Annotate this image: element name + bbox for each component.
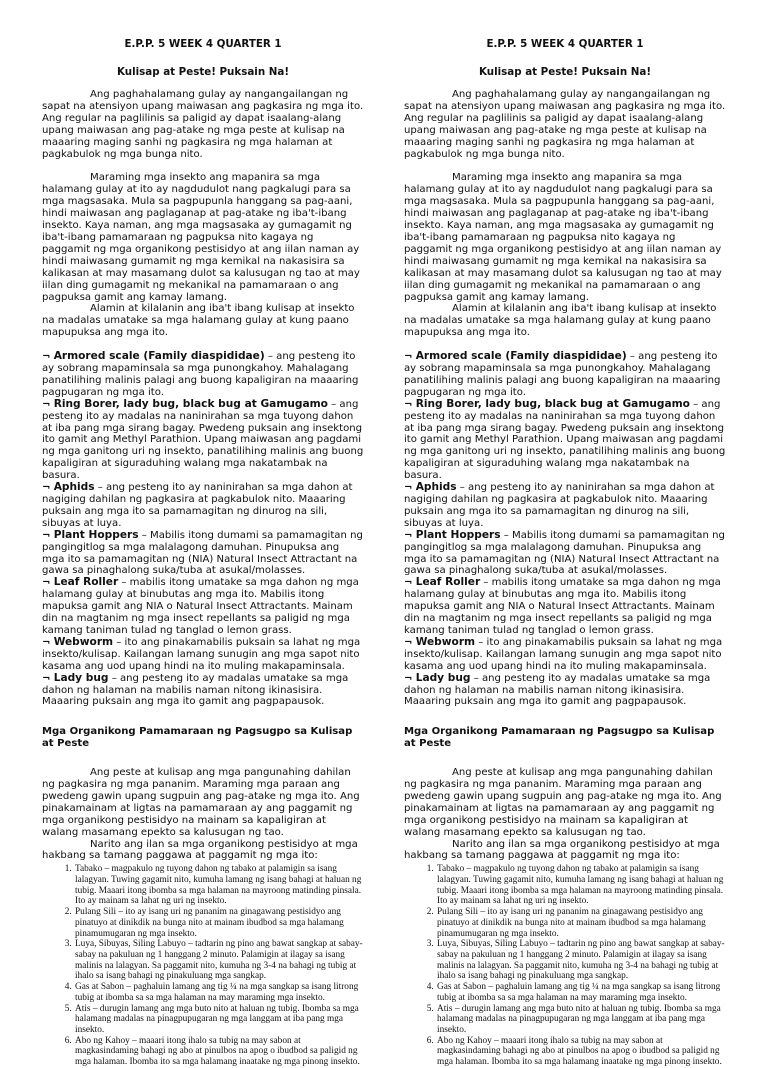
bullet-mark: ¬ — [42, 636, 51, 648]
pest-description: – ang pesteng ito ay naninirahan sa mga dahon at nagiging dahilan ng pagkasira at pagkabulok nito. Maaaring puksain ang mga ito sa pamamagitan ng dinurog na sili, sibuyas at luya. — [42, 482, 353, 529]
doc-title: E.P.P. 5 WEEK 4 QUARTER 1 — [124, 38, 282, 50]
right-column — [404, 38, 726, 1068]
pest-name: Leaf Roller — [53, 576, 119, 589]
pest-description: – ang pesteng ito ay madalas na naninirahan sa mga tuyong dahon at iba pang mga sirang bagay. Pwedeng puksain ang insektong ito gamit ang Methyl Parathion. Upang maiwasan ang pagdami ng mga ganitong uri ng insekto, panatilihing malinis ang buong kapaligiran at siguraduhing walang mga nakatambak na basura. — [42, 398, 364, 482]
pest-description: – ang pesteng ito ay sobrang mapaminsala sa mga punongkahoy. Mahalagang panatilihing malinis palagi ang buong kapaligiran na maaaring pagpugaran ng mga ito. — [404, 351, 721, 398]
bullet-mark: ¬ — [42, 529, 51, 541]
pest-description: – mabilis itong umatake sa mga dahon ng mga halamang gulay at binubutas ang mga ito. Mabilis itong mapuksa gamit ang NIA o Natural Insect Attractants. Mainam din na magtanim ng mga insect repellants sa paligid ng mga kamang taniman tulad ng tanglad o lemon grass. — [42, 577, 359, 636]
pest-name: Plant Hoppers — [53, 528, 139, 541]
methods-list — [42, 864, 364, 1067]
pest-description: – ang pesteng ito ay madalas na naninirahan sa mga tuyong dahon at iba pang mga sirang bagay. Pwedeng puksain ang insektong ito gamit ang Methyl Parathion. Upang maiwasan ang pagdami ng mga ganitong uri ng insekto, panatilihing malinis ang buong kapaligiran at siguraduhing walang mga nakatambak na basura. — [404, 398, 726, 482]
left-column — [42, 38, 364, 1068]
method-item: 2. Pulang Sili – ito ay isang uri ng pananim na ginagawang pestisidyo ang pinatuyo at dinikdik na bunga nito at mainam ibudbod sa mga halamang pinamumugaran ng mga insekto. — [74, 907, 364, 939]
pest-name: Aphids — [415, 481, 457, 494]
method-item: 3. Luya, Sibuyas, Siling Labuyo – tadtarin ng pino ang bawat sangkap at sabay-sabay na pakuluan ng 1 hanggang 2 minuto. Palamigin at ilagay sa isang malinis na lalagyan. Sa paggamit nito, kumuha ng 3-4 na bahagi ng tubig at ihalo sa isang bahagi ng pinakuluang mga sangkap. — [74, 939, 364, 982]
method-item: 6. Abo ng Kahoy – maaari itong ihalo sa tubig na may sabon at magkasindaming bahagi ng abo at pinulbos na apog o ibudbod sa paligid ng mga halaman. Ibomba ito sa mga halamang inaatake ng mga pinong insekto. — [436, 1036, 726, 1068]
pest-item — [404, 577, 726, 637]
pest-list — [404, 351, 726, 708]
pest-description: – ang pesteng ito ay sobrang mapaminsala sa mga punongkahoy. Mahalagang panatilihing malinis palagi ang buong kapaligiran na maaaring pagpugaran ng mga ito. — [42, 351, 359, 398]
bullet-mark: ¬ — [42, 672, 51, 684]
pest-description: – ang pesteng ito ay madalas umatake sa mga dahon ng halaman na mabilis naman nitong ikinasisira. Maaaring puksain ang mga ito gamit ang pagpapausok. — [42, 672, 349, 708]
bullet-mark: ¬ — [404, 482, 413, 494]
pest-name: Ring Borer, lady bug, black bug at Gamugamo — [415, 397, 690, 410]
bullet-mark: ¬ — [42, 577, 51, 589]
pest-name: Armored scale (Family diaspididae) — [415, 350, 627, 363]
bullet-mark: ¬ — [404, 577, 413, 589]
section-paragraph-1: Ang peste at kulisap ang mga pangunahing dahilan ng pagkasira ng mga pananim. Maraming mga paraan ang pwedeng gawin upang sugpuin ang pag-atake ng mga ito. Ang pinakamainam at ligtas na pamamaraan ay ang paggamit ng mga organikong pestisidyo na mainam sa kapaligiran at walang masamang epekto sa kalusugan ng tao. — [42, 767, 360, 838]
method-item: 1. Tabako – magpakulo ng tuyong dahon ng tabako at palamigin sa isang lalagyan. Tuwing gagamit nito, kumuha lamang ng isang bahagi at haluan ng tubig. Maaari itong ibomba sa mga halaman na mayroong matinding pinsala. Ito ay mainam sa lahat ng uri ng insekto. — [436, 864, 726, 907]
bullet-mark: ¬ — [42, 482, 51, 494]
doc-subtitle: Kulisap at Peste! Puksain Na! — [116, 66, 290, 78]
pest-item — [404, 351, 726, 399]
intro-paragraph-1: Ang paghahalamang gulay ay nangangailangan ng sapat na atensiyon upang maiwasan ang pagkasira ng mga ito. Ang regular na paglilinis sa paligid ay dapat isaalang-alang upang maiwasan ang pag-atake ng mga peste at kulisap na maaaring maging sanhi ng pagkasira ng mga halaman at pagkabulok ng mga bunga nito. — [42, 89, 364, 160]
pest-item — [404, 482, 726, 530]
pest-name: Webworm — [53, 635, 114, 648]
pest-description: – ang pesteng ito ay madalas umatake sa mga dahon ng halaman na mabilis naman nitong ikinasisira. Maaaring puksain ang mga ito gamit ang pagpapausok. — [404, 672, 711, 708]
method-item: 5. Atis – durugin lamang ang mga buto nito at haluan ng tubig. Ibomba sa mga halamang madalas na pinagpupugaran ng mga langgam at iba pang mga insekto. — [74, 1004, 364, 1036]
intro-paragraph-1: Ang paghahalamang gulay ay nangangailangan ng sapat na atensiyon upang maiwasan ang pagkasira ng mga ito. Ang regular na paglilinis sa paligid ay dapat isaalang-alang upang maiwasan ang pag-atake ng mga peste at kulisap na maaaring maging sanhi ng pagkasira ng mga halaman at pagkabulok ng mga bunga nito. — [404, 89, 726, 160]
bullet-mark: ¬ — [404, 351, 413, 363]
pest-name: Lady bug — [415, 671, 471, 684]
pest-item — [42, 637, 364, 673]
method-item: 3. Luya, Sibuyas, Siling Labuyo – tadtarin ng pino ang bawat sangkap at sabay-sabay na pakuluan ng 1 hanggang 2 minuto. Palamigin at ilagay sa isang malinis na lalagyan. Sa paggamit nito, kumuha ng 3-4 na bahagi ng tubig at ihalo sa isang bahagi ng pinakuluang mga sangkap. — [436, 939, 726, 982]
pest-description: – Mabilis itong dumami sa pamamagitan ng pangingitlog sa mga malalagong damuhan. Pinupuksa ang mga ito sa pamamagitan ng (NIA) Natural Insect Attractant na gawa sa pinaghalong suka/tuba at asukal/molasses. — [42, 529, 363, 577]
method-item: 4. Gas at Sabon – paghaluin lamang ang tig ¼ na mga sangkap sa isang litrong tubig at ibomba sa sa mga halaman na may maraming mga insekto. — [74, 982, 364, 1003]
pest-description: – Mabilis itong dumami sa pamamagitan ng pangingitlog sa mga malalagong damuhan. Pinupuksa ang mga ito sa pamamagitan ng (NIA) Natural Insect Attractant na gawa sa pinaghalong suka/tuba at asukal/molasses. — [404, 529, 725, 577]
pest-item — [42, 577, 364, 637]
doc-title: E.P.P. 5 WEEK 4 QUARTER 1 — [486, 38, 644, 50]
pest-name: Plant Hoppers — [415, 528, 501, 541]
bullet-mark: ¬ — [42, 398, 51, 410]
doc-subtitle: Kulisap at Peste! Puksain Na! — [478, 66, 652, 78]
bullet-mark: ¬ — [404, 398, 413, 410]
pest-description: – ito ang pinakamabilis puksain sa lahat ng mga insekto/kulisap. Kailangan lamang sunugin ang mga sapot nito kasama ang uod upang hindi na ito muling makapaminsala. — [42, 636, 361, 672]
pest-item — [404, 637, 726, 673]
pest-item — [42, 673, 364, 709]
pest-description: – ito ang pinakamabilis puksain sa lahat ng mga insekto/kulisap. Kailangan lamang sunugin ang mga sapot nito kasama ang uod upang hindi na ito muling makapaminsala. — [404, 636, 723, 672]
pest-description: – mabilis itong umatake sa mga dahon ng mga halamang gulay at binubutas ang mga ito. Mabilis itong mapuksa gamit ang NIA o Natural Insect Attractants. Mainam din na magtanim ng mga insect repellants sa paligid ng mga kamang taniman tulad ng tanglad o lemon grass. — [404, 577, 721, 636]
method-item: 4. Gas at Sabon – paghaluin lamang ang tig ¼ na mga sangkap sa isang litrong tubig at ibomba sa sa mga halaman na may maraming mga insekto. — [436, 982, 726, 1003]
section-title: Mga Organikong Pamamaraan ng Pagsugpo sa Kulisap at Peste — [404, 726, 715, 750]
pest-name: Armored scale (Family diaspididae) — [53, 350, 265, 363]
pest-name: Leaf Roller — [415, 576, 481, 589]
bullet-mark: ¬ — [42, 351, 51, 363]
pest-item — [42, 351, 364, 399]
bullet-mark: ¬ — [404, 672, 413, 684]
pest-item — [42, 482, 364, 530]
pest-item — [42, 530, 364, 578]
section-paragraph-2: Narito ang ilan sa mga organikong pestisidyo at mga hakbang sa tamang paggawa at paggamit ng mga ito: — [42, 838, 358, 862]
method-item: 2. Pulang Sili – ito ay isang uri ng pananim na ginagawang pestisidyo ang pinatuyo at dinikdik na bunga nito at mainam ibudbod sa mga halamang pinamumugaran ng mga insekto. — [436, 907, 726, 939]
pest-item — [404, 399, 726, 482]
pest-name: Aphids — [53, 481, 95, 494]
method-item: 6. Abo ng Kahoy – maaari itong ihalo sa tubig na may sabon at magkasindaming bahagi ng abo at pinulbos na apog o ibudbod sa paligid ng mga halaman. Ibomba ito sa mga halamang inaatake ng mga pinong insekto. — [74, 1036, 364, 1068]
pest-name: Lady bug — [53, 671, 109, 684]
pest-item — [42, 399, 364, 482]
section-paragraph-2: Narito ang ilan sa mga organikong pestisidyo at mga hakbang sa tamang paggawa at paggamit ng mga ito: — [404, 838, 720, 862]
pest-name: Webworm — [415, 635, 476, 648]
pest-item — [404, 530, 726, 578]
intro-paragraph-3: Alamin at kilalanin ang iba't ibang kulisap at insekto na madalas umatake sa mga halamang gulay at kung paano mapupuksa ang mga ito. — [42, 303, 355, 339]
pest-name: Ring Borer, lady bug, black bug at Gamugamo — [53, 397, 328, 410]
pest-list — [42, 351, 364, 708]
pest-item — [404, 673, 726, 709]
section-paragraph-1: Ang peste at kulisap ang mga pangunahing dahilan ng pagkasira ng mga pananim. Maraming mga paraan ang pwedeng gawin upang sugpuin ang pag-atake ng mga ito. Ang pinakamainam at ligtas na pamamaraan ay ang paggamit ng mga organikong pestisidyo na mainam sa kapaligiran at walang masamang epekto sa kalusugan ng tao. — [404, 767, 722, 838]
section-title: Mga Organikong Pamamaraan ng Pagsugpo sa Kulisap at Peste — [42, 726, 353, 750]
bullet-mark: ¬ — [404, 529, 413, 541]
intro-paragraph-2: Maraming mga insekto ang mapanira sa mga halamang gulay at ito ay nagdudulot nang pagkalugi para sa mga magsasaka. Mula sa pagpupunla hanggang sa pag-aani, hindi maiwasan ang paglaganap at pag-atake ng iba't-ibang insekto. Kaya naman, ang mga magsasaka ay gumagamit ng iba't-ibang pamamaraan ng pagpuksa nito kagaya ng paggamit ng mga organikong pestisidyo at ang iilan naman ay hindi maiwasang gumamit ng mga kemikal na nakasisira sa kalikasan at may masamang dulot sa kalusugan ng tao at may iilan ding gumagamit ng mekanikal na pamamaraan o ang pagpuksa gamit ang kamay lamang. — [404, 172, 722, 303]
intro-paragraph-3: Alamin at kilalanin ang iba't ibang kulisap at insekto na madalas umatake sa mga halamang gulay at kung paano mapupuksa ang mga ito. — [404, 303, 717, 339]
methods-list — [404, 864, 726, 1067]
pest-description: – ang pesteng ito ay naninirahan sa mga dahon at nagiging dahilan ng pagkasira at pagkabulok nito. Maaaring puksain ang mga ito sa pamamagitan ng dinurog na sili, sibuyas at luya. — [404, 482, 715, 529]
bullet-mark: ¬ — [404, 636, 413, 648]
intro-paragraph-2: Maraming mga insekto ang mapanira sa mga halamang gulay at ito ay nagdudulot nang pagkalugi para sa mga magsasaka. Mula sa pagpupunla hanggang sa pag-aani, hindi maiwasan ang paglaganap at pag-atake ng iba't-ibang insekto. Kaya naman, ang mga magsasaka ay gumagamit ng iba't-ibang pamamaraan ng pagpuksa nito kagaya ng paggamit ng mga organikong pestisidyo at ang iilan naman ay hindi maiwasang gumamit ng mga kemikal na nakasisira sa kalikasan at may masamang dulot sa kalusugan ng tao at may iilan ding gumagamit ng mekanikal na pamamaraan o ang pagpuksa gamit ang kamay lamang. — [42, 172, 360, 303]
method-item: 1. Tabako – magpakulo ng tuyong dahon ng tabako at palamigin sa isang lalagyan. Tuwing gagamit nito, kumuha lamang ng isang bahagi at haluan ng tubig. Maaari itong ibomba sa mga halaman na mayroong matinding pinsala. Ito ay mainam sa lahat ng uri ng insekto. — [74, 864, 364, 907]
method-item: 5. Atis – durugin lamang ang mga buto nito at haluan ng tubig. Ibomba sa mga halamang madalas na pinagpupugaran ng mga langgam at iba pang mga insekto. — [436, 1004, 726, 1036]
